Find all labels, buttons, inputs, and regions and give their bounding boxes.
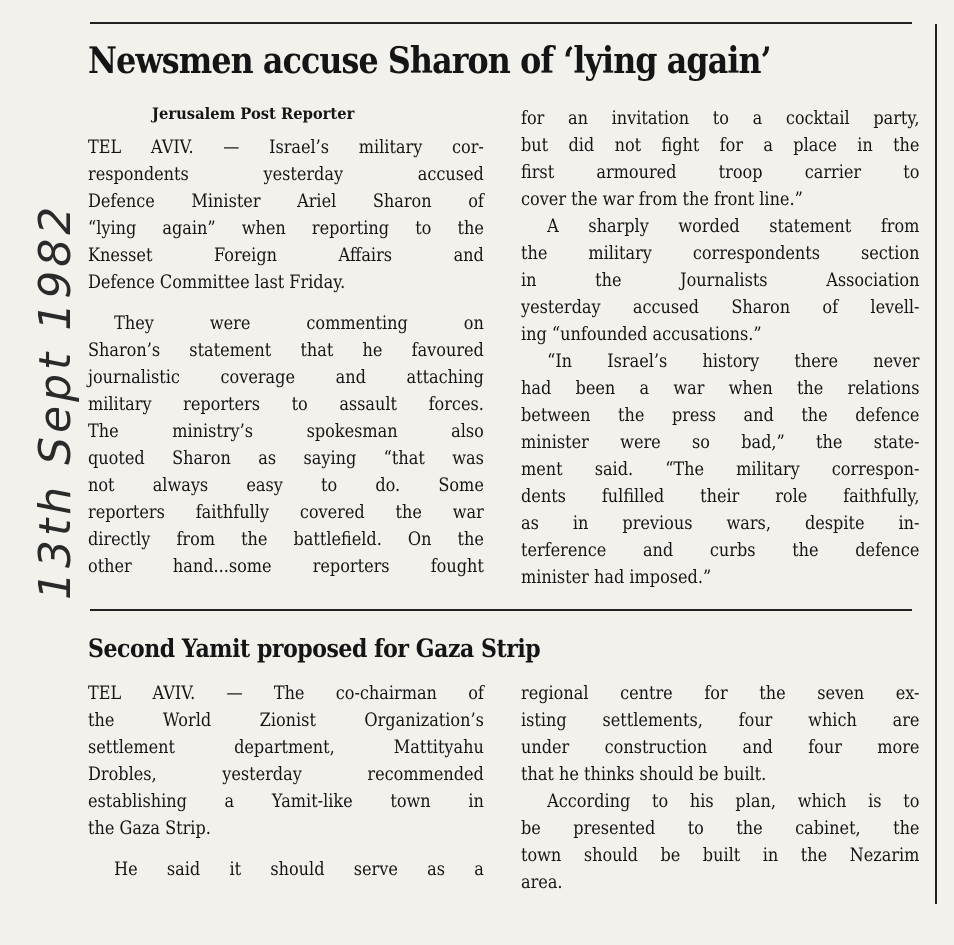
- text-line: between the press and the defence: [521, 405, 920, 426]
- text-line: A sharply worded statement from: [547, 216, 920, 237]
- text-line: respondents yesterday accused: [88, 164, 484, 185]
- text-line: isting settlements, four which are: [521, 710, 920, 731]
- text-line: The ministry’s spokesman also: [88, 421, 484, 442]
- text-line: TEL AVIV. — Israel’s military cor-: [88, 137, 484, 158]
- text-line: Sharon’s statement that he favoured: [88, 340, 484, 361]
- article2-column-right: [521, 680, 919, 896]
- article-headline-yamit: Second Yamit proposed for Gaza Strip: [88, 634, 541, 663]
- article2-column-left: [88, 680, 484, 883]
- text-line: that he thinks should be built.: [521, 764, 767, 785]
- text-line: Defence Minister Ariel Sharon of: [88, 191, 484, 212]
- article-byline: Jerusalem Post Reporter: [152, 104, 355, 123]
- text-line: directly from the battlefield. On the: [88, 529, 484, 550]
- text-line: establishing a Yamit-like town in: [88, 791, 484, 812]
- text-line: Drobles, yesterday recommended: [88, 764, 484, 785]
- text-line: first armoured troop carrier to: [521, 162, 920, 183]
- text-line: He said it should serve as a: [114, 859, 484, 880]
- section-divider-rule: [90, 609, 912, 611]
- text-line: had been a war when the relations: [521, 378, 920, 399]
- text-line: yesterday accused Sharon of levell-: [521, 297, 920, 318]
- text-line: regional centre for the seven ex-: [521, 683, 920, 704]
- text-line: Defence Committee last Friday.: [88, 272, 346, 293]
- text-line: “lying again” when reporting to the: [88, 218, 484, 239]
- text-line: the Gaza Strip.: [88, 818, 211, 839]
- article1-column-left: [88, 134, 484, 580]
- top-rule: [90, 22, 912, 24]
- text-line: in the Journalists Association: [521, 270, 920, 291]
- text-line: journalistic coverage and attaching: [88, 367, 484, 388]
- text-line: ing “unfounded accusations.”: [521, 324, 762, 345]
- text-line: under construction and four more: [521, 737, 920, 758]
- text-line: military reporters to assault forces.: [88, 394, 484, 415]
- text-line: TEL AVIV. — The co-chairman of: [88, 683, 484, 704]
- handwritten-date-note: 13th Sept 1982: [30, 202, 81, 600]
- text-line: Knesset Foreign Affairs and: [88, 245, 484, 266]
- text-line: quoted Sharon as saying “that was: [88, 448, 484, 469]
- text-line: cover the war from the front line.”: [521, 189, 803, 210]
- text-line: town should be built in the Nezarim: [521, 845, 920, 866]
- text-line: the World Zionist Organization’s: [88, 710, 484, 731]
- text-line: They were commenting on: [114, 313, 484, 334]
- article1-column-right: [521, 105, 919, 591]
- text-line: for an invitation to a cocktail party,: [521, 108, 920, 129]
- text-line: but did not fight for a place in the: [521, 135, 920, 156]
- text-line: “In Israel’s history there never: [547, 351, 920, 372]
- text-line: dents fulfilled their role faithfully,: [521, 486, 920, 507]
- text-line: not always easy to do. Some: [88, 475, 484, 496]
- text-line: as in previous wars, despite in-: [521, 513, 920, 534]
- text-line: area.: [521, 872, 563, 893]
- column-edge-rule: [935, 24, 937, 904]
- text-line: minister were so bad,” the state-: [521, 432, 920, 453]
- article-headline-sharon: Newsmen accuse Sharon of ‘lying again’: [88, 40, 771, 82]
- text-line: other hand...some reporters fought: [88, 556, 484, 577]
- text-line: settlement department, Mattityahu: [88, 737, 484, 758]
- text-line: minister had imposed.”: [521, 567, 712, 588]
- text-line: ment said. “The military correspon-: [521, 459, 920, 480]
- text-line: the military correspondents section: [521, 243, 920, 264]
- text-line: reporters faithfully covered the war: [88, 502, 484, 523]
- text-line: terference and curbs the defence: [521, 540, 920, 561]
- text-line: be presented to the cabinet, the: [521, 818, 920, 839]
- text-line: According to his plan, which is to: [547, 791, 920, 812]
